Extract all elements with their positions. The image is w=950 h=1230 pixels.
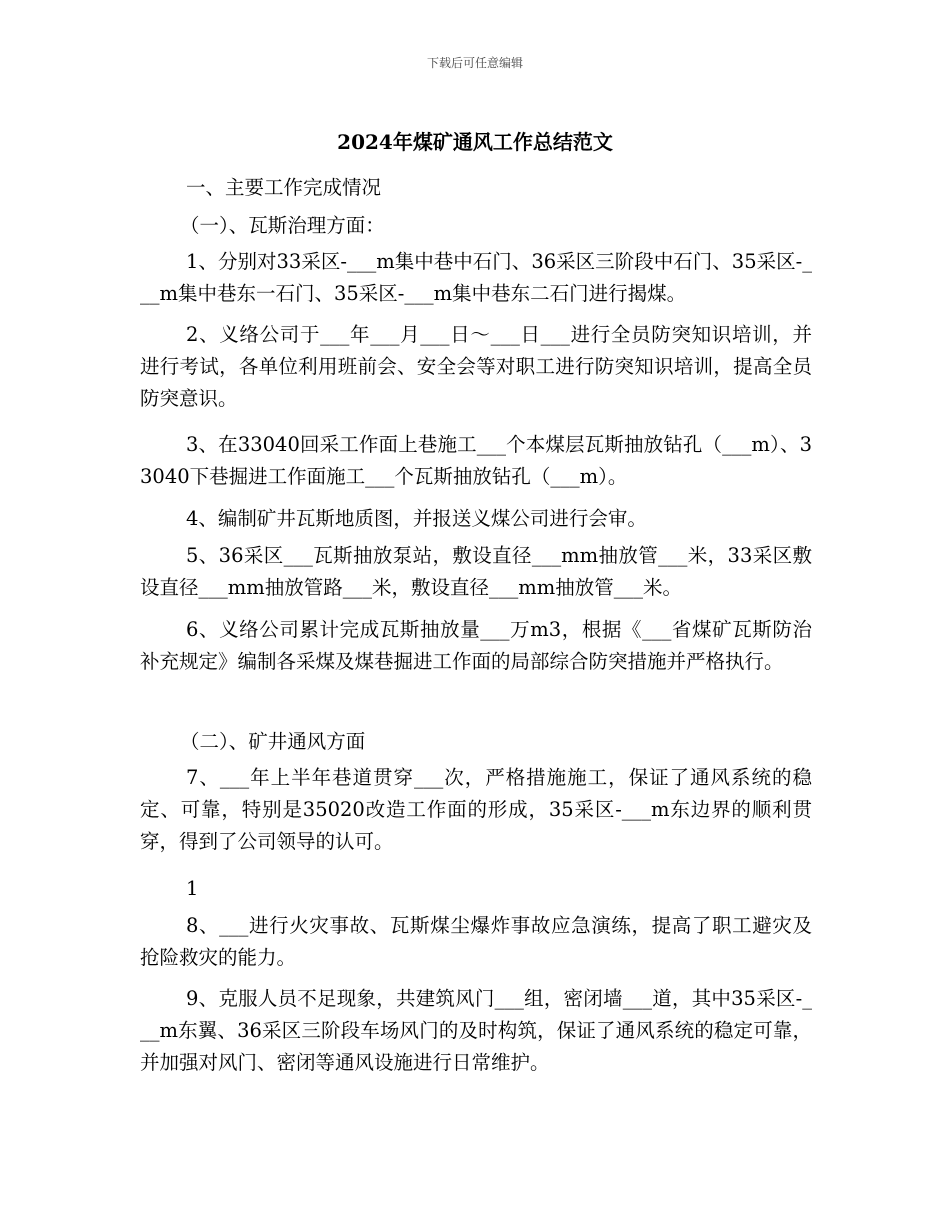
paragraph-item-7: 7、___年上半年巷道贯穿___次，严格措施施工，保证了通风系统的稳定、可靠，特别是35020改造工作面的形成，35采区-___m东边界的顺利贯穿，得到了公司领导的认可。 (140, 766, 812, 853)
paragraph-item-9: 9、克服人员不足现象，共建筑风门___组，密闭墙___道，其中35采区-___m东翼、36采区三阶段车场风门的及时构筑，保证了通风系统的稳定可靠，并加强对风门、密闭等通风设施进行日常维护。 (140, 987, 812, 1074)
subsection-heading-gas-control: （一）、瓦斯治理方面： (180, 214, 385, 237)
paragraph-item-2: 2、义络公司于___年___月___日～___日___进行全员防突知识培训，并进行考试，各单位利用班前会、安全会等对职工进行防突知识培训，提高全员防突意识。 (140, 323, 812, 410)
paragraph-item-3: 3、在33040回采工作面上巷施工___个本煤层瓦斯抽放钻孔（___m）、33040下巷掘进工作面施工___个瓦斯抽放钻孔（___m）。 (140, 433, 812, 488)
page-number: 1 (186, 877, 199, 900)
subsection-heading-ventilation: （二）、矿井通风方面 (180, 730, 366, 753)
paragraph-item-1: 1、分别对33采区-___m集中巷中石门、36采区三阶段中石门、35采区-___m集中巷东一石门、35采区-___m集中巷东二石门进行揭煤。 (140, 250, 812, 305)
paragraph-item-4: 4、编制矿井瓦斯地质图，并报送义煤公司进行会审。 (186, 507, 647, 530)
paragraph-item-5: 5、36采区___瓦斯抽放泵站，敷设直径___mm抽放管___米，33采区敷设直径___mm抽放管路___米，敷设直径___mm抽放管___米。 (140, 544, 812, 599)
document-title: 2024年煤矿通风工作总结范文 (337, 130, 613, 154)
page-header-note: 下载后可任意编辑 (426, 56, 523, 70)
paragraph-item-6: 6、义络公司累计完成瓦斯抽放量___万m3，根据《___省煤矿瓦斯防治补充规定》编制各采煤及煤巷掘进工作面的局部综合防突措施并严格执行。 (140, 618, 812, 673)
paragraph-item-8: 8、___进行火灾事故、瓦斯煤尘爆炸事故应急演练，提高了职工避灾及抢险救灾的能力。 (140, 914, 812, 969)
section-heading-main-work: 一、主要工作完成情况 (186, 176, 382, 199)
